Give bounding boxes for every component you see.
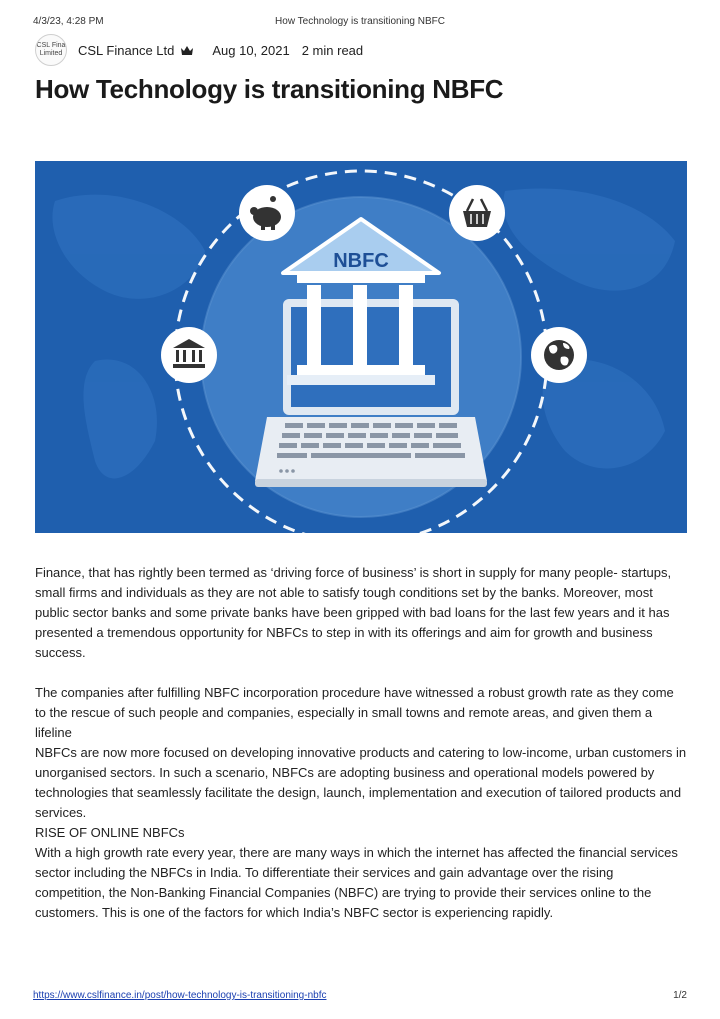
- avatar-text-line1: CSL Fina: [36, 42, 66, 49]
- author-avatar[interactable]: [35, 34, 67, 66]
- print-page-title: How Technology is transitioning NBFC: [275, 16, 445, 27]
- article-title: How Technology is transitioning NBFC: [35, 74, 504, 104]
- paragraph: NBFCs are now more focused on developing innovative products and catering to low-income, urban customers in unorganised sectors. In such a scenario, NBFCs are adopting business and operational models powered by technologies that seamlessly facilitate the design, launch, implementation and execution of tailored products and services.: [35, 745, 687, 820]
- section-heading: RISE OF ONLINE NBFCs: [35, 825, 185, 840]
- crown-icon: [180, 45, 194, 56]
- source-url-link[interactable]: https://www.cslfinance.in/post/how-technology-is-transitioning-nbfc: [33, 990, 327, 1001]
- paragraph: The companies after fulfilling NBFC incorporation procedure have witnessed a robust growth rate as they come to the rescue of such people and companies, especially in small towns and remote areas, and given them a lifeline: [35, 685, 674, 740]
- piggy-bank-icon: [239, 185, 295, 241]
- paragraph: Finance, that has rightly been termed as ‘driving force of business’ is short in supply for many people- startups, small firms and individuals as they are not able to satisfy tough conditions set by the banks. Moreover, most public sector banks and some private banks have been gripped with bad loans for the last few years and it has presented a tremendous opportunity for NBFCs to step in with its offerings and aim for growth and business success.: [35, 565, 672, 660]
- post-date: Aug 10, 2021: [212, 42, 290, 58]
- globe-icon: [531, 327, 587, 383]
- nbfc-label: NBFC: [333, 250, 389, 272]
- print-datetime: 4/3/23, 4:28 PM: [33, 16, 104, 27]
- article-body: [35, 563, 687, 923]
- shopping-basket-icon: [449, 185, 505, 241]
- post-meta: [35, 33, 363, 67]
- hero-illustration: [35, 161, 687, 533]
- read-time: 2 min read: [301, 42, 364, 58]
- laptop-icon: [255, 299, 487, 487]
- paragraph: With a high growth rate every year, there are many ways in which the internet has affected the financial services sector including the NBFCs in India. To differentiate their services and gain advantage over the rising competition, the Non-Banking Financial Companies (NBFC) are trying to provide their services online to the customers. This is one of the factors for which India’s NBFC sector is experiencing rapidly.: [35, 845, 678, 920]
- author-name[interactable]: CSL Finance Ltd: [78, 42, 175, 58]
- bank-building-icon: [161, 327, 217, 383]
- avatar-text-line2: Limited: [39, 50, 63, 57]
- page-number: 1/2: [673, 990, 687, 1001]
